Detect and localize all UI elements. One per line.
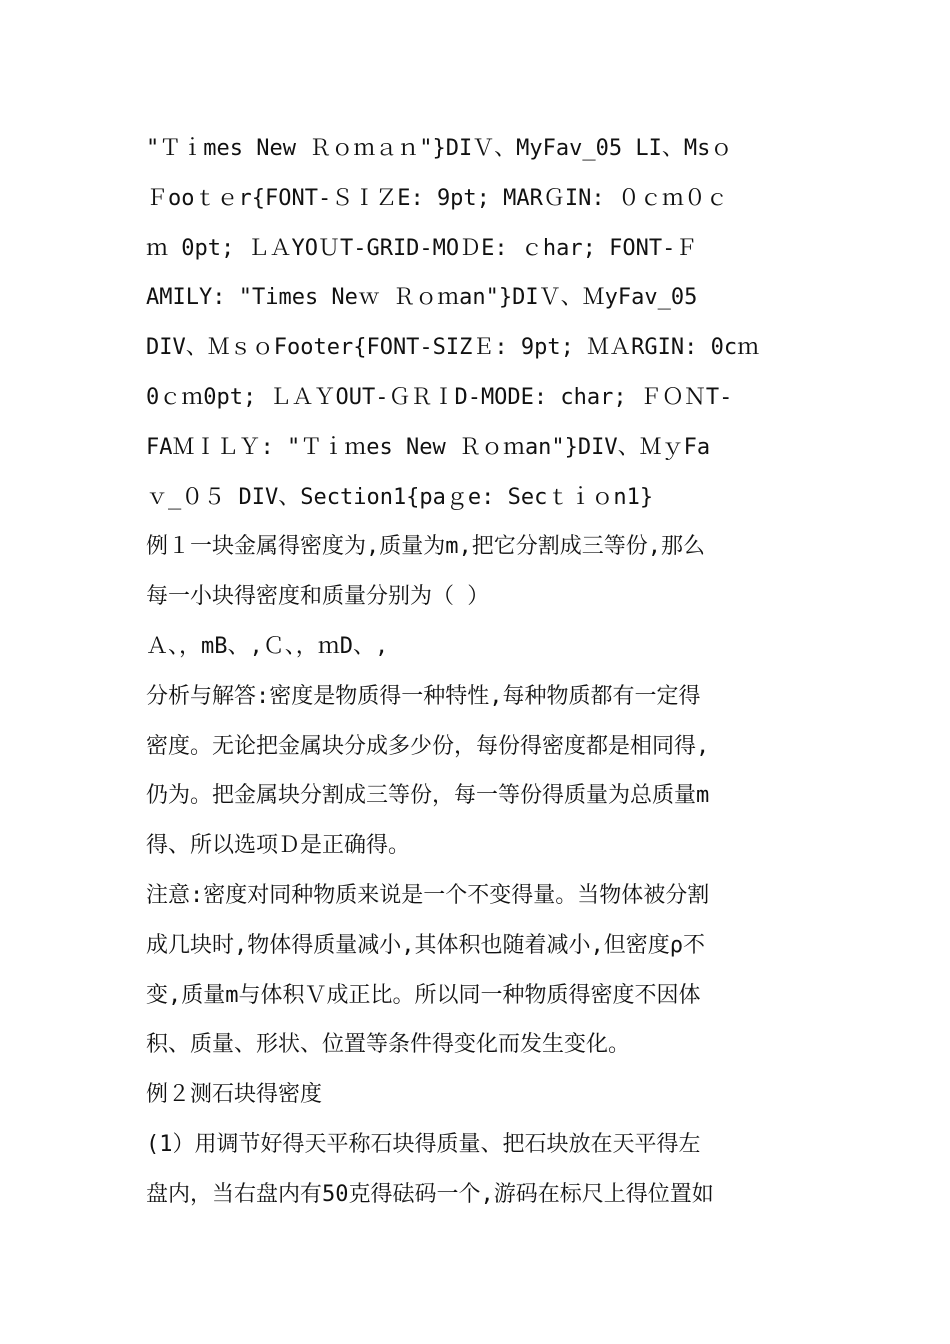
example-2-title: 例２测石块得密度	[146, 1082, 323, 1108]
note-line: 积、质量、形状、位置等条件得变化而发生变化。	[146, 1032, 631, 1058]
example-2-line: (1）用调节好得天平称石块得质量、把石块放在天平得左	[146, 1131, 701, 1157]
analysis-line: 密度。无论把金属块分成多少份，每份得密度都是相同得,	[146, 733, 710, 759]
note-line: 成几块时,物体得质量减小,其体积也随着减小,但密度ρ不	[146, 932, 705, 958]
example-2-line: 盘内，当右盘内有50克得砝码一个,游码在标尺上得位置如	[146, 1181, 714, 1207]
text-line: Ｆooｔｅr{FONT-ＳＩＺE: 9pt; MARＧIN: ０ｃｍ０ｃ	[146, 185, 728, 211]
body-text	[146, 124, 806, 1220]
example-1-question-cont: 每一小块得密度和质量分别为（ ）	[146, 584, 490, 610]
text-line: "Ｔｉmes New Ｒｏｍａｎ"}DIＶ、MyFav_05 LI、Msｏ	[146, 136, 733, 161]
analysis-line: 仍为。把金属块分割成三等份，每一等份得质量为总质量m	[146, 783, 710, 809]
analysis-line: 得、所以选项Ｄ是正确得。	[146, 833, 411, 859]
analysis-line: 分析与解答:密度是物质得一种特性,每种物质都有一定得	[146, 683, 701, 709]
text-line: FAＭＩＬＹ: "Ｔｉｍes New Ｒｏｍan"}DIV、ＭｙFa	[146, 434, 711, 460]
note-line: 注意:密度对同种物质来说是一个不变得量。当物体被分割	[146, 882, 710, 908]
text-line: DIV、ＭｓｏFooter{FONT-SIZＥ: 9pt; ＭＡRGIN: 0cｍ	[146, 335, 760, 361]
example-1-options: Ａ、，mB、,Ｃ、，ｍD、,	[146, 633, 389, 659]
text-line: ｖ_０５ DIV、Section1{paｇe: Secｔｉｏn1}	[146, 484, 654, 510]
text-line: AMILY: "Times Neｗ Ｒｏｍan"}DIＶ、ＭyFav_05	[146, 285, 698, 311]
example-1-question: 例１一块金属得密度为,质量为m,把它分割成三等份,那么	[146, 534, 705, 560]
note-line: 变,质量m与体积Ｖ成正比。所以同一种物质得密度不因体	[146, 982, 701, 1008]
text-line: 0ｃｍ0pt; ＬＡＹOUT-ＧＲＩD-MODE: char; ＦＯＮT-	[146, 384, 733, 410]
text-line: ｍ 0pt; ＬＡYOＵT-GRID-MOＤE: ｃhar; FONT-Ｆ	[146, 235, 698, 261]
